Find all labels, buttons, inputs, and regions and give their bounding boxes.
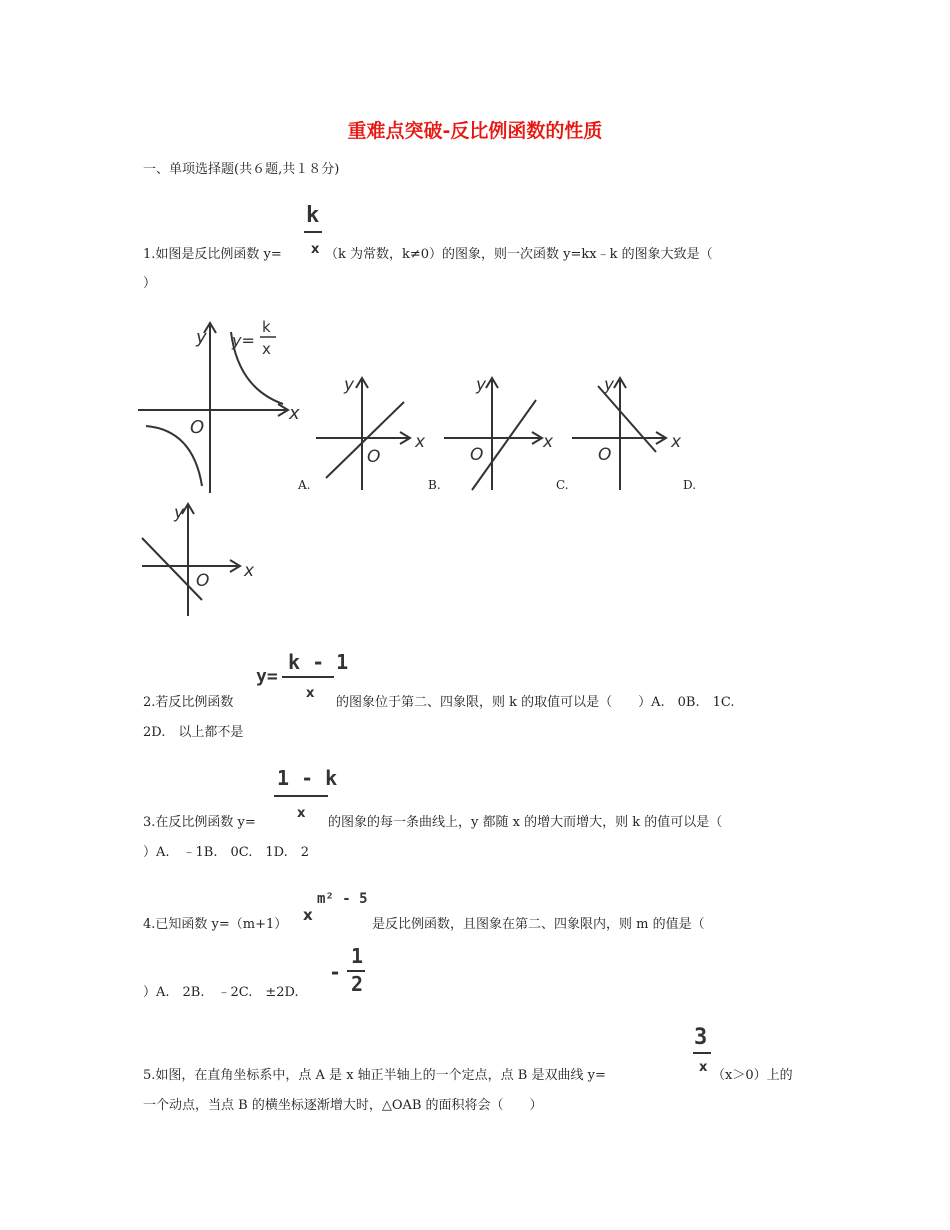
q1-main-graph	[138, 318, 311, 493]
q3-fraction-numerator: 1 - k	[277, 766, 338, 790]
q1-a-origin-label: O	[367, 447, 381, 467]
q5-text-line2: 一个动点，当点 B 的横坐标逐渐增大时，△OAB 的面积将会（ ）	[143, 1098, 543, 1113]
q1-d-x-label: x	[244, 561, 255, 581]
q1-option-a-graph	[314, 372, 434, 492]
q1-text-continued: （k 为常数，k≠0）的图象，则一次函数 y=kx﹣k 的图象大致是（	[325, 247, 713, 262]
q2-fraction-denominator: x	[306, 686, 315, 701]
q5-fraction-numerator: 3	[694, 1025, 708, 1050]
q2-fraction-bar	[282, 676, 334, 678]
q1-b-origin-label: O	[470, 445, 484, 465]
q5-text: 5.如图，在直角坐标系中，点 A 是 x 轴正半轴上的一个定点，点 B 是双曲线 y=	[143, 1068, 606, 1083]
q5-fraction-denominator: x	[699, 1060, 708, 1075]
q1-option-c-label[interactable]: C.	[556, 478, 569, 492]
q1-option-c-graph	[570, 372, 690, 492]
q1-option-d-label[interactable]: D.	[683, 478, 697, 492]
q1-option-d-graph	[140, 500, 265, 618]
q1-main-y-label: y	[196, 327, 207, 348]
q1-option-a-label[interactable]: A.	[298, 478, 311, 492]
q3-text-continued: 的图象的每一条曲线上，y 都随 x 的增大而增大，则 k 的值可以是（	[328, 815, 723, 830]
q1-curve-label-num: k	[262, 318, 271, 336]
q4-text-line2: ）A. 2B. ﹣2C. ±2D.	[143, 985, 299, 1000]
q2-text-continued: 的图象位于第二、四象限，则 k 的取值可以是（ ）A. 0B. 1C.	[336, 695, 735, 710]
q1-d-origin-label: O	[196, 571, 210, 591]
q1-option-b-label[interactable]: B.	[428, 478, 441, 492]
q1-main-x-label: x	[289, 403, 300, 424]
q1-curve-label-prefix: y=	[232, 331, 255, 350]
q2-text: 2.若反比例函数	[143, 695, 234, 710]
section-heading: 一、单项选择题(共６题,共１８分)	[143, 162, 340, 177]
q3-fraction-denominator: x	[297, 806, 306, 821]
q4-fraction-denominator: 2	[351, 972, 364, 996]
q2-fraction-numerator: k - 1	[288, 650, 349, 674]
q1-b-y-label: y	[476, 375, 487, 395]
q1-a-y-label: y	[344, 375, 355, 395]
q1-b-x-label: x	[543, 432, 554, 452]
q1-d-y-label: y	[174, 503, 185, 523]
q1-text-line2: ）	[143, 276, 157, 291]
q1-c-x-label: x	[671, 432, 682, 452]
q1-curve-label-den: x	[262, 340, 271, 358]
q4-text: 4.已知函数 y=（m+1）	[143, 917, 288, 932]
q3-fraction-bar	[274, 795, 328, 797]
q5-text-continued: （x＞0）上的	[712, 1068, 793, 1083]
q5-fraction-bar	[693, 1052, 711, 1054]
q2-fraction-prefix: y=	[256, 666, 278, 687]
q4-fraction-numerator: 1	[351, 944, 364, 968]
q4-fraction-sign: -	[329, 960, 342, 984]
page-title: 重难点突破-反比例函数的性质	[347, 120, 603, 142]
q1-c-origin-label: O	[598, 445, 612, 465]
q1-fraction-bar	[304, 231, 322, 233]
q1-option-b-graph	[442, 372, 562, 492]
q3-text-line2: ）A. ﹣1B. 0C. 1D. 2	[143, 845, 309, 860]
q1-fraction-numerator: k	[306, 203, 320, 228]
q2-text-line2: 2D. 以上都不是	[143, 725, 244, 740]
q1-fraction-denominator: x	[311, 242, 320, 257]
q1-main-origin-label: O	[190, 417, 205, 438]
q4-text-continued: 是反比例函数，且图象在第二、四象限内，则 m 的值是（	[372, 917, 705, 932]
q4-base: x	[303, 906, 313, 924]
q3-text: 3.在反比例函数 y=	[143, 815, 256, 830]
q1-c-y-label: y	[604, 375, 615, 395]
q1-a-x-label: x	[415, 432, 426, 452]
q1-text: 1.如图是反比例函数 y=	[143, 247, 282, 262]
q4-exponent: m² - 5	[317, 891, 368, 907]
